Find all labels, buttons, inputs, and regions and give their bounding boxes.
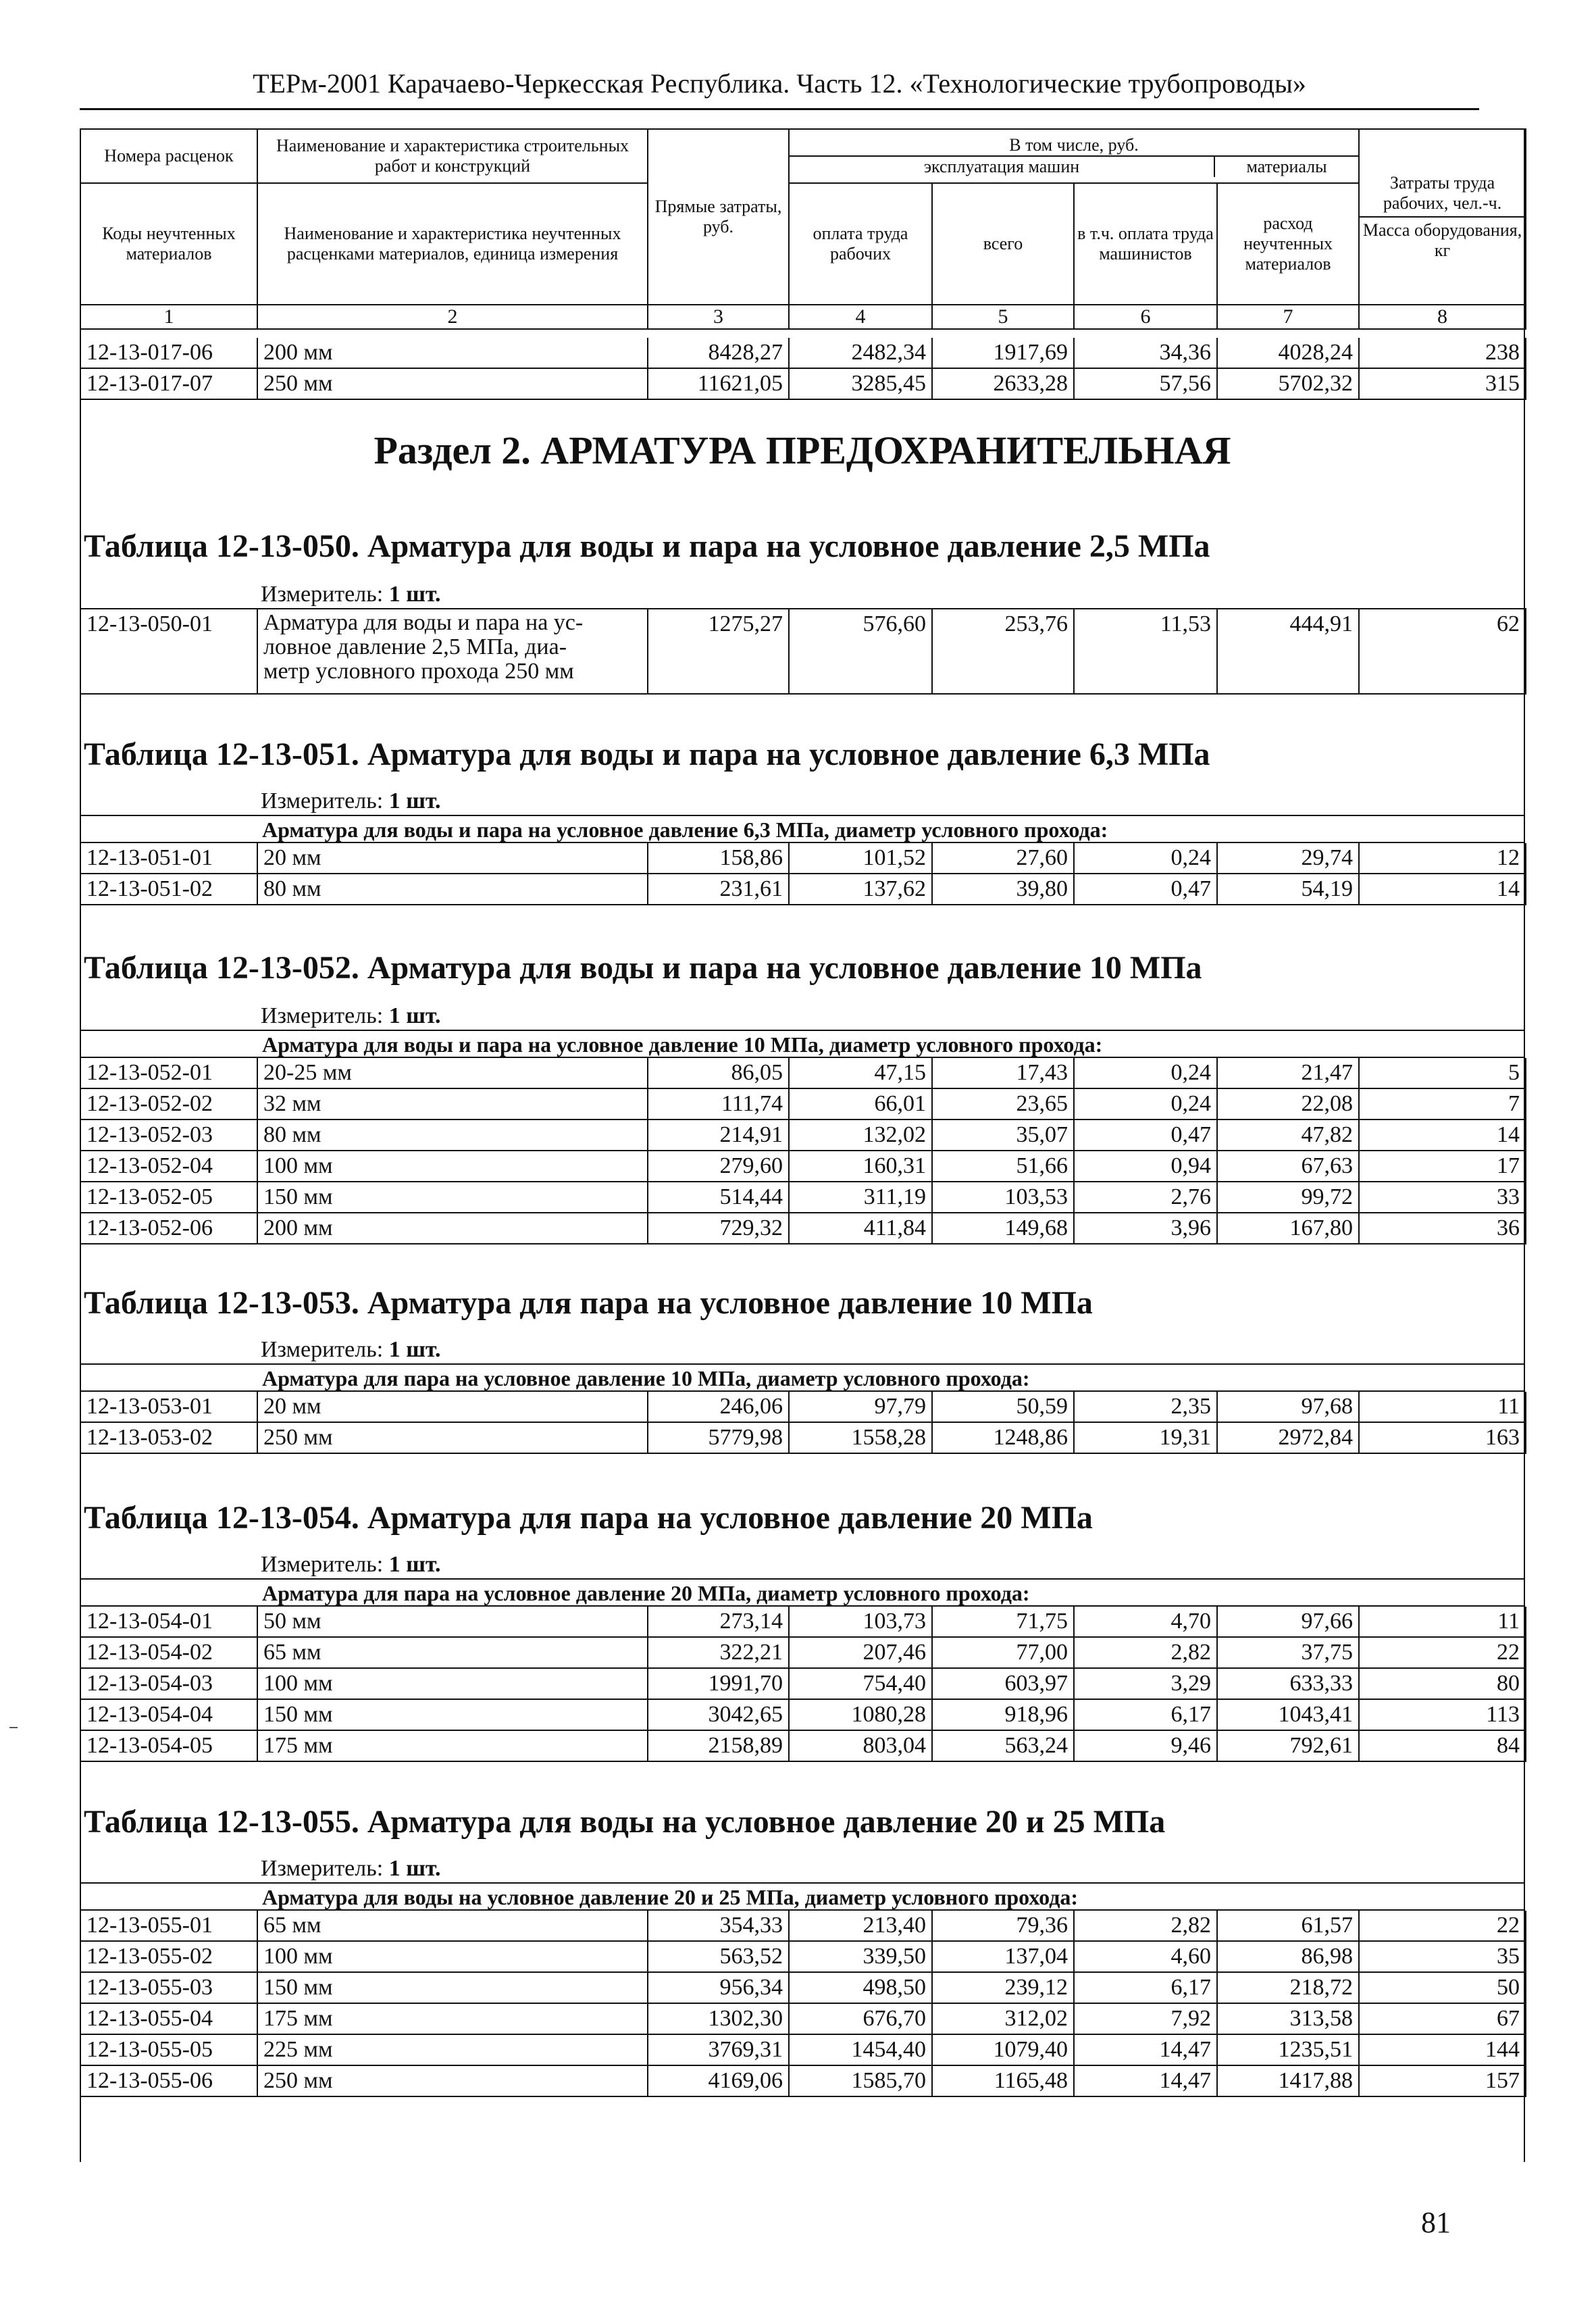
row-materials: 37,75 [1217, 1637, 1359, 1668]
row-code: 12-13-051-02 [80, 874, 257, 905]
row-direct: 3042,65 [648, 1699, 789, 1730]
header-num: 6 [1074, 305, 1217, 329]
row-materials: 633,33 [1217, 1668, 1359, 1699]
unit-line: Измеритель: 1 шт. [261, 1552, 441, 1577]
row-labor: 157 [1359, 2065, 1526, 2096]
row-code: 12-13-055-02 [80, 1941, 257, 1972]
row-wages: 132,02 [789, 1120, 932, 1151]
table-title: Таблица 12-13-050. Арматура для воды и пара на условное давление 2,5 МПа [84, 528, 1210, 564]
row-direct: 8428,27 [648, 338, 789, 368]
row-materials: 313,58 [1217, 2003, 1359, 2034]
row-wages: 160,31 [789, 1151, 932, 1182]
row-operators: 2,82 [1074, 1637, 1217, 1668]
header-col7: расход неучтенных материалов [1217, 183, 1359, 305]
row-code: 12-13-055-04 [80, 2003, 257, 2034]
top-rows-table [80, 338, 1526, 400]
row-code: 12-13-055-05 [80, 2034, 257, 2065]
table-row [80, 1120, 1526, 1151]
row-wages: 207,46 [789, 1637, 932, 1668]
row-operators: 14,47 [1074, 2065, 1217, 2096]
table-row [80, 1941, 1526, 1972]
table-row [80, 843, 1526, 874]
header-group: В том числе, руб. эксплуатация машин материалы [789, 129, 1359, 183]
row-labor: 238 [1359, 338, 1526, 368]
table-052 [80, 1058, 1526, 1244]
row-machines: 563,24 [932, 1730, 1074, 1761]
row-labor: 22 [1359, 1637, 1526, 1668]
row-machines: 17,43 [932, 1058, 1074, 1088]
row-labor: 33 [1359, 1182, 1526, 1213]
table-row [80, 1392, 1526, 1422]
row-code: 12-13-051-01 [80, 843, 257, 874]
row-direct: 354,33 [648, 1911, 789, 1941]
row-code: 12-13-055-01 [80, 1911, 257, 1941]
row-labor: 12 [1359, 843, 1526, 874]
row-code: 12-13-054-05 [80, 1730, 257, 1761]
table-title: Таблица 12-13-054. Арматура для пара на условное давление 20 МПа [84, 1500, 1093, 1536]
table-row [80, 609, 1526, 694]
header-col3: Прямые затраты, руб. [648, 129, 789, 305]
row-operators: 7,92 [1074, 2003, 1217, 2034]
row-code: 12-13-017-06 [80, 338, 257, 368]
row-operators: 0,24 [1074, 1088, 1217, 1120]
table-title: Таблица 12-13-055. Арматура для воды на условное давление 20 и 25 МПа [84, 1804, 1166, 1840]
row-materials: 97,66 [1217, 1607, 1359, 1637]
table-subhead: Арматура для воды и пара на условное давление 6,3 МПа, диаметр условного прохода: [80, 815, 1525, 843]
row-operators: 2,82 [1074, 1911, 1217, 1941]
row-direct: 158,86 [648, 843, 789, 874]
row-machines: 2633,28 [932, 368, 1074, 399]
row-operators: 34,36 [1074, 338, 1217, 368]
row-operators: 2,76 [1074, 1182, 1217, 1213]
row-machines: 71,75 [932, 1607, 1074, 1637]
row-materials: 97,68 [1217, 1392, 1359, 1422]
row-labor: 113 [1359, 1699, 1526, 1730]
row-wages: 576,60 [789, 609, 932, 694]
row-machines: 1248,86 [932, 1422, 1074, 1453]
table-row [80, 368, 1526, 399]
row-operators: 19,31 [1074, 1422, 1217, 1453]
row-name: 20 мм [257, 843, 648, 874]
unit-line: Измеритель: 1 шт. [261, 788, 441, 813]
row-machines: 103,53 [932, 1182, 1074, 1213]
header-num: 3 [648, 305, 789, 329]
row-direct: 111,74 [648, 1088, 789, 1120]
table-subhead: Арматура для пара на условное давление 20 МПа, диаметр условного прохода: [80, 1578, 1525, 1607]
row-labor: 50 [1359, 1972, 1526, 2003]
row-materials: 167,80 [1217, 1213, 1359, 1244]
row-direct: 11621,05 [648, 368, 789, 399]
row-machines: 137,04 [932, 1941, 1074, 1972]
row-labor: 7 [1359, 1088, 1526, 1120]
table-subhead: Арматура для пара на условное давление 10 МПа, диаметр условного прохода: [80, 1363, 1525, 1392]
row-code: 12-13-053-01 [80, 1392, 257, 1422]
row-name: 250 мм [257, 368, 648, 399]
row-wages: 97,79 [789, 1392, 932, 1422]
row-name: 100 мм [257, 1668, 648, 1699]
row-machines: 1917,69 [932, 338, 1074, 368]
row-name: 80 мм [257, 874, 648, 905]
table-row [80, 1151, 1526, 1182]
row-materials: 67,63 [1217, 1151, 1359, 1182]
row-name: 80 мм [257, 1120, 648, 1151]
row-labor: 36 [1359, 1213, 1526, 1244]
row-code: 12-13-052-06 [80, 1213, 257, 1244]
row-labor: 22 [1359, 1911, 1526, 1941]
row-machines: 1079,40 [932, 2034, 1074, 2065]
table-subhead: Арматура для воды и пара на условное давление 10 МПа, диаметр условного прохода: [80, 1030, 1525, 1058]
row-labor: 144 [1359, 2034, 1526, 2065]
table-row [80, 1972, 1526, 2003]
header-machines: эксплуатация машин [790, 157, 1215, 177]
row-materials: 4028,24 [1217, 338, 1359, 368]
row-operators: 57,56 [1074, 368, 1217, 399]
table-title: Таблица 12-13-051. Арматура для воды и пара на условное давление 6,3 МПа [84, 736, 1210, 772]
table-row [80, 1213, 1526, 1244]
row-operators: 0,47 [1074, 1120, 1217, 1151]
header-col1-bottom: Коды неучтенных материалов [80, 183, 257, 305]
row-materials: 218,72 [1217, 1972, 1359, 2003]
table-subhead: Арматура для воды на условное давление 20 и 25 МПа, диаметр условного прохода: [80, 1882, 1525, 1911]
row-name: 20 мм [257, 1392, 648, 1422]
row-operators: 6,17 [1074, 1972, 1217, 2003]
row-code: 12-13-052-04 [80, 1151, 257, 1182]
table-row [80, 1730, 1526, 1761]
row-direct: 2158,89 [648, 1730, 789, 1761]
table-054 [80, 1607, 1526, 1762]
row-materials: 47,82 [1217, 1120, 1359, 1151]
row-materials: 54,19 [1217, 874, 1359, 905]
row-direct: 1302,30 [648, 2003, 789, 2034]
table-row [80, 1911, 1526, 1941]
row-materials: 5702,32 [1217, 368, 1359, 399]
row-code: 12-13-052-02 [80, 1088, 257, 1120]
row-wages: 103,73 [789, 1607, 932, 1637]
row-labor: 84 [1359, 1730, 1526, 1761]
row-direct: 514,44 [648, 1182, 789, 1213]
row-operators: 0,24 [1074, 1058, 1217, 1088]
row-labor: 11 [1359, 1607, 1526, 1637]
row-operators: 6,17 [1074, 1699, 1217, 1730]
header-num: 4 [789, 305, 932, 329]
table-050 [80, 608, 1526, 695]
row-wages: 3285,45 [789, 368, 932, 399]
row-operators: 14,47 [1074, 2034, 1217, 2065]
row-name: 175 мм [257, 1730, 648, 1761]
row-name: 100 мм [257, 1151, 648, 1182]
row-name: 200 мм [257, 338, 648, 368]
row-name: 32 мм [257, 1088, 648, 1120]
row-labor: 163 [1359, 1422, 1526, 1453]
row-labor: 35 [1359, 1941, 1526, 1972]
row-code: 12-13-017-07 [80, 368, 257, 399]
row-operators: 4,60 [1074, 1941, 1217, 1972]
row-labor: 315 [1359, 368, 1526, 399]
row-materials: 2972,84 [1217, 1422, 1359, 1453]
table-row [80, 2034, 1526, 2065]
row-wages: 339,50 [789, 1941, 932, 1972]
row-operators: 3,29 [1074, 1668, 1217, 1699]
row-labor: 5 [1359, 1058, 1526, 1088]
row-labor: 80 [1359, 1668, 1526, 1699]
row-code: 12-13-054-04 [80, 1699, 257, 1730]
table-row [80, 1637, 1526, 1668]
row-direct: 86,05 [648, 1058, 789, 1088]
header-materials: материалы [1246, 157, 1327, 176]
row-wages: 676,70 [789, 2003, 932, 2034]
row-name: 200 мм [257, 1213, 648, 1244]
section-title: Раздел 2. АРМАТУРА ПРЕДОХРАНИТЕЛЬНАЯ [374, 428, 1231, 472]
row-wages: 213,40 [789, 1911, 932, 1941]
row-labor: 14 [1359, 874, 1526, 905]
table-051 [80, 843, 1526, 905]
row-machines: 39,80 [932, 874, 1074, 905]
row-name: 150 мм [257, 1699, 648, 1730]
table-row [80, 1058, 1526, 1088]
row-materials: 99,72 [1217, 1182, 1359, 1213]
header-num: 5 [932, 305, 1074, 329]
row-machines: 312,02 [932, 2003, 1074, 2034]
row-direct: 563,52 [648, 1941, 789, 1972]
row-materials: 22,08 [1217, 1088, 1359, 1120]
row-code: 12-13-054-02 [80, 1637, 257, 1668]
row-operators: 3,96 [1074, 1213, 1217, 1244]
row-operators: 9,46 [1074, 1730, 1217, 1761]
row-wages: 1558,28 [789, 1422, 932, 1453]
row-machines: 79,36 [932, 1911, 1074, 1941]
row-wages: 137,62 [789, 874, 932, 905]
row-labor: 62 [1359, 609, 1526, 694]
row-name: 150 мм [257, 1182, 648, 1213]
margin-mark [9, 1727, 18, 1728]
row-machines: 603,97 [932, 1668, 1074, 1699]
table-row [80, 2003, 1526, 2034]
row-machines: 23,65 [932, 1088, 1074, 1120]
row-name: 50 мм [257, 1607, 648, 1637]
row-labor: 17 [1359, 1151, 1526, 1182]
row-code: 12-13-055-03 [80, 1972, 257, 2003]
row-wages: 1080,28 [789, 1699, 932, 1730]
table-row [80, 1607, 1526, 1637]
row-direct: 3769,31 [648, 2034, 789, 2065]
row-materials: 1235,51 [1217, 2034, 1359, 2065]
row-name: 65 мм [257, 1637, 648, 1668]
row-wages: 498,50 [789, 1972, 932, 2003]
header-col1-top: Номера расценок [80, 129, 257, 183]
row-operators: 2,35 [1074, 1392, 1217, 1422]
row-name: 250 мм [257, 1422, 648, 1453]
table-row [80, 874, 1526, 905]
row-code: 12-13-054-01 [80, 1607, 257, 1637]
table-title: Таблица 12-13-052. Арматура для воды и пара на условное давление 10 МПа [84, 950, 1202, 986]
row-direct: 322,21 [648, 1637, 789, 1668]
row-materials: 29,74 [1217, 843, 1359, 874]
row-materials: 792,61 [1217, 1730, 1359, 1761]
header-num: 2 [257, 305, 648, 329]
row-machines: 253,76 [932, 609, 1074, 694]
row-wages: 803,04 [789, 1730, 932, 1761]
header-col2-top: Наименование и характеристика строительных работ и конструкций [257, 129, 648, 183]
row-machines: 27,60 [932, 843, 1074, 874]
row-operators: 4,70 [1074, 1607, 1217, 1637]
row-code: 12-13-055-06 [80, 2065, 257, 2096]
row-materials: 21,47 [1217, 1058, 1359, 1088]
header-col4: оплата труда рабочих [789, 183, 932, 305]
row-direct: 5779,98 [648, 1422, 789, 1453]
table-row [80, 1182, 1526, 1213]
row-wages: 411,84 [789, 1213, 932, 1244]
row-wages: 1454,40 [789, 2034, 932, 2065]
row-materials: 1043,41 [1217, 1699, 1359, 1730]
header-num: 7 [1217, 305, 1359, 329]
row-direct: 231,61 [648, 874, 789, 905]
row-wages: 754,40 [789, 1668, 932, 1699]
row-direct: 4169,06 [648, 2065, 789, 2096]
row-name: 100 мм [257, 1941, 648, 1972]
row-wages: 47,15 [789, 1058, 932, 1088]
row-name: 225 мм [257, 2034, 648, 2065]
table-row [80, 1699, 1526, 1730]
row-name: Арматура для воды и пара на ус- ловное давление 2,5 МПа, диа- метр условного прохода 250 мм [257, 609, 648, 694]
row-labor: 11 [1359, 1392, 1526, 1422]
row-operators: 11,53 [1074, 609, 1217, 694]
row-name: 150 мм [257, 1972, 648, 2003]
row-materials: 444,91 [1217, 609, 1359, 694]
unit-line: Измеритель: 1 шт. [261, 1856, 441, 1881]
row-materials: 86,98 [1217, 1941, 1359, 1972]
row-machines: 918,96 [932, 1699, 1074, 1730]
header-col8: Затраты труда рабочих, чел.-ч. Масса оборудования, кг [1359, 129, 1526, 305]
header-col2-bottom: Наименование и характеристика неучтенных расценками материалов, единица измерения [257, 183, 648, 305]
row-wages: 1585,70 [789, 2065, 932, 2096]
row-wages: 2482,34 [789, 338, 932, 368]
table-row [80, 338, 1526, 368]
unit-line: Измеритель: 1 шт. [261, 582, 441, 607]
row-name: 20-25 мм [257, 1058, 648, 1088]
column-header-table [80, 128, 1526, 330]
row-code: 12-13-052-03 [80, 1120, 257, 1151]
table-row [80, 1088, 1526, 1120]
row-materials: 61,57 [1217, 1911, 1359, 1941]
row-direct: 273,14 [648, 1607, 789, 1637]
table-055 [80, 1911, 1526, 2097]
row-direct: 956,34 [648, 1972, 789, 2003]
row-machines: 77,00 [932, 1637, 1074, 1668]
unit-line: Измеритель: 1 шт. [261, 1337, 441, 1362]
row-wages: 101,52 [789, 843, 932, 874]
row-operators: 0,94 [1074, 1151, 1217, 1182]
row-machines: 50,59 [932, 1392, 1074, 1422]
row-direct: 1275,27 [648, 609, 789, 694]
header-num: 1 [80, 305, 257, 329]
row-name: 65 мм [257, 1911, 648, 1941]
header-rule [80, 108, 1479, 110]
row-machines: 51,66 [932, 1151, 1074, 1182]
row-name: 250 мм [257, 2065, 648, 2096]
row-name: 175 мм [257, 2003, 648, 2034]
row-operators: 0,24 [1074, 843, 1217, 874]
table-title: Таблица 12-13-053. Арматура для пара на условное давление 10 МПа [84, 1285, 1093, 1321]
row-materials: 1417,88 [1217, 2065, 1359, 2096]
table-row [80, 1422, 1526, 1453]
row-code: 12-13-054-03 [80, 1668, 257, 1699]
row-machines: 239,12 [932, 1972, 1074, 2003]
header-col6: в т.ч. оплата труда машинистов [1074, 183, 1217, 305]
table-row [80, 2065, 1526, 2096]
row-labor: 14 [1359, 1120, 1526, 1151]
row-direct: 246,06 [648, 1392, 789, 1422]
row-code: 12-13-053-02 [80, 1422, 257, 1453]
row-wages: 311,19 [789, 1182, 932, 1213]
row-direct: 214,91 [648, 1120, 789, 1151]
row-direct: 279,60 [648, 1151, 789, 1182]
row-operators: 0,47 [1074, 874, 1217, 905]
row-code: 12-13-052-01 [80, 1058, 257, 1088]
row-direct: 1991,70 [648, 1668, 789, 1699]
row-code: 12-13-052-05 [80, 1182, 257, 1213]
row-code: 12-13-050-01 [80, 609, 257, 694]
row-labor: 67 [1359, 2003, 1526, 2034]
running-head: ТЕРм-2001 Карачаево-Черкесская Республика. Часть 12. «Технологические трубопроводы» [253, 68, 1306, 99]
row-wages: 66,01 [789, 1088, 932, 1120]
row-machines: 35,07 [932, 1120, 1074, 1151]
table-053 [80, 1392, 1526, 1454]
table-row [80, 1668, 1526, 1699]
header-num: 8 [1359, 305, 1526, 329]
row-direct: 729,32 [648, 1213, 789, 1244]
header-col5: всего [932, 183, 1074, 305]
row-machines: 149,68 [932, 1213, 1074, 1244]
row-machines: 1165,48 [932, 2065, 1074, 2096]
page-number: 81 [1421, 2206, 1451, 2239]
unit-line: Измеритель: 1 шт. [261, 1003, 441, 1028]
